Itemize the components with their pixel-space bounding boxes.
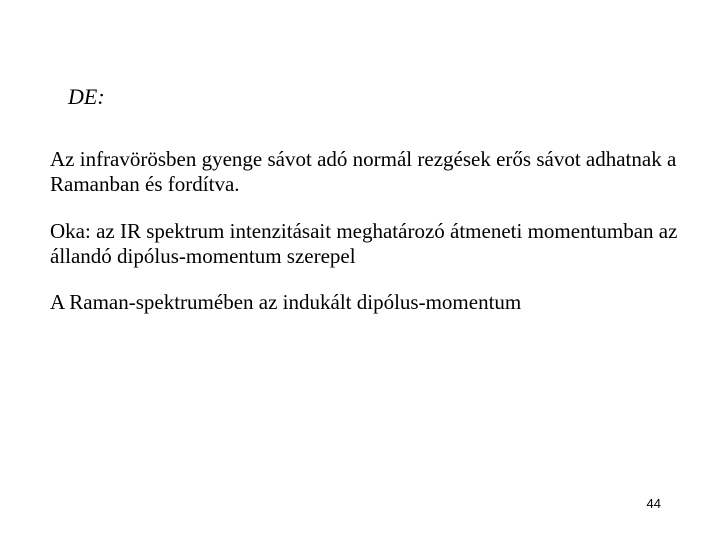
page-number: 44 [646,496,661,511]
paragraph-raman-dipole: A Raman-spektrumében az indukált dipólus-momentum [50,290,522,314]
paragraph-reason: Oka: az IR spektrum intenzitásait meghatározó átmeneti momentumban az állandó dipólus-momentum szerepel [50,219,678,268]
paragraph-ir-raman: Az infravörösben gyenge sávot adó normál rezgések erős sávot adhatnak a Ramanban és fordítva. [50,147,677,196]
slide-heading: DE: [68,84,105,109]
